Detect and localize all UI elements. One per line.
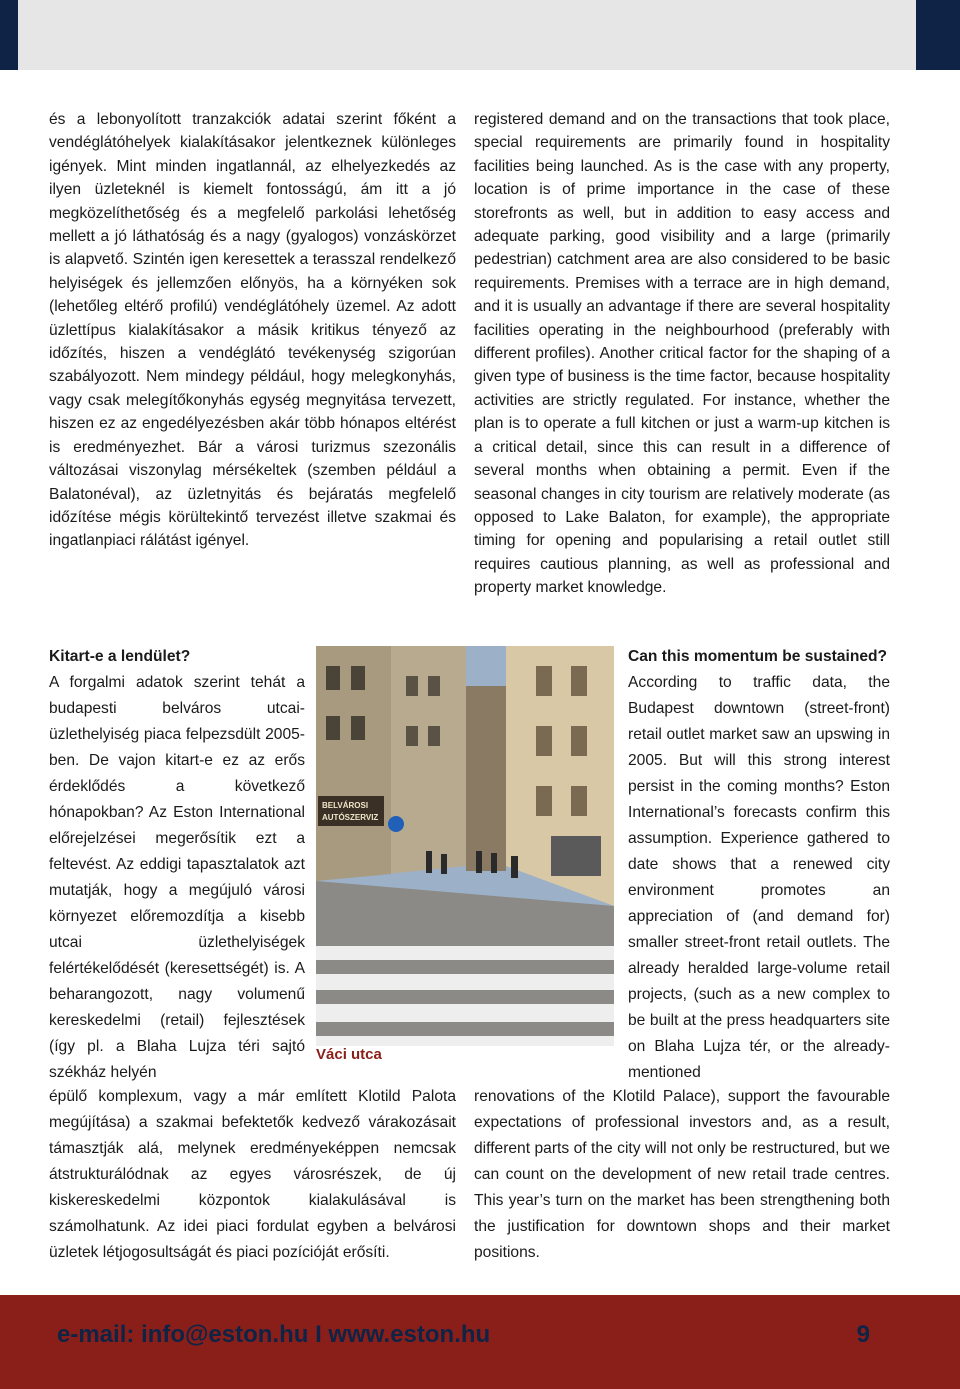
top-bar bbox=[0, 0, 960, 70]
hungarian-column-mid bbox=[49, 644, 305, 1086]
footer-bar bbox=[0, 1295, 960, 1389]
hungarian-column-bottom bbox=[49, 1084, 456, 1266]
distant-building bbox=[466, 686, 506, 871]
hungarian-paragraph-bottom: épülő komplexum, vagy a már említett Klotild Palota megújítása) a szakmai befektetők kedvező várakozásait támasztják alá, melynek eredményeképpen nemcsak átstrukturálódnak az egyes városrészek, de új kiskereskedelmi központok kialakulásával is számolhatunk. Az idei piaci fordulat egyben a belvárosi üzletek létjogosultságát és piaci pozícióját erősíti. bbox=[49, 1088, 456, 1261]
street-photo bbox=[316, 646, 614, 1046]
english-column-mid bbox=[628, 644, 890, 1086]
top-right-block bbox=[916, 0, 960, 70]
hungarian-paragraph-mid: A forgalmi adatok szerint tehát a budapesti belváros utcai-üzlethelyiség piaca felpezsdült 2005-ben. De vajon kitart-e ez az erős érdeklődés a következő hónapokban? Az Eston International előrejelzései megerősítik ezt a feltevést. Az eddigi tapasztalatok azt mutatják, hogy a megújuló városi környezet előremozdítja a kisebb utcai üzlethelyiségek felértékelődését (keresettségét) is. A beharangozott, nagy volumenű kereskedelmi (retail) fejlesztések (így pl. a Blaha Lujza téri sajtó székház helyén bbox=[49, 674, 305, 1081]
english-paragraph-mid: According to traffic data, the Budapest downtown (street-front) retail outlet market saw an upswing in 2005. But will this strong interest persist in the coming months? Eston International’s forecasts confirm this assumption. Experience gathered to date shows that a renewed city environment promotes an appreciation of (and demand for) smaller street-front retail outlets. The already heralded large-volume retail projects, (such as a new complex to be built at the press headquarters site on Blaha Lujza tér, or the already-mentioned bbox=[628, 674, 890, 1081]
top-left-block bbox=[0, 0, 18, 70]
kiosk bbox=[551, 836, 601, 876]
english-section-heading: Can this momentum be sustained? bbox=[628, 648, 888, 665]
english-paragraph-top: registered demand and on the transactions that took place, special requirements are primarily found in hospitality facilities being launched. As is the case with any property, location is of prime importance in the case of these storefronts as well, but in addition to easy access and adequate parking, good visibility and a large (primarily pedestrian) catchment area are also considered to be basic requirements. Premises with a terrace are in high demand, and it is usually an advantage if there are several hospitality facilities operating in the neighbourhood (preferably with different profiles). Another critical factor for the shaping of a given type of business is the time factor, because hospitality activities are strictly regulated. For instance, whether the plan is to operate a full kitchen or just a warm-up kitchen is a critical detail, since this can result in a difference of several months when obtaining a permit. Even if the seasonal changes in city tourism are relatively moderate (as opposed to Lake Balaton, for example), the appropriate timing for opening and popularising a retail outlet still requires cautious planning, as well as professional and property market knowledge. bbox=[474, 111, 890, 597]
shop-sign-line-2: AUTÓSZERVIZ bbox=[322, 813, 379, 822]
hungarian-paragraph-top: és a lebonyolított tranzakciók adatai szerint főként a vendéglátóhelyek kialakításakor jelentkeznek különleges igények. Mint minden ingatlannál, az elhelyezkedés az ilyen üzleteknél is kiemelt fontosságú, ám itt a jó megközelíthetőség és a megfelelő parkolási lehetőség mellett a jó láthatóság és a nagy (gyalogos) vonzáskörzet is alapvető. Szintén igen keresettek a terasszal rendelkező helyiségek és jellemzően előnyös, ha a környéken sok (lehetőleg eltérő profilú) vendéglátóhely üzemel. Az adott üzlettípus kialakításakor a másik kritikus tényező az időzítés, hiszen a vendéglátó tevékenység szigorúan szabályozott. Nem mindegy például, hogy melegkonyhás, vagy csak melegítőkonyhás egység megnyitása tervezett, hiszen ez az engedélyezésben akár több hónapos eltérést is eredményezhet. Bár a városi turizmus szezonális változásai viszonylag mérsékeltek (szemben például a Balatonéval), az üzletnyitás és bejáratás megfelelő időzítése mégis körültekintő tervezést illetve szakmai és ingatlanpiaci rálátást igényel. bbox=[49, 111, 456, 550]
traffic-sign bbox=[388, 816, 404, 832]
hungarian-section-heading: Kitart-e a lendület? bbox=[49, 648, 191, 665]
page-number: 9 bbox=[856, 1321, 870, 1348]
street-photo-illustration bbox=[316, 646, 614, 1046]
hungarian-column-top bbox=[49, 108, 456, 553]
english-column-top bbox=[474, 108, 890, 600]
footer-contact: e-mail: info@eston.hu I www.eston.hu bbox=[57, 1321, 491, 1348]
english-paragraph-bottom: renovations of the Klotild Palace), support the favourable expectations of professional investors and, as a result, different parts of the city will not only be restructured, but we can count on the development of new retail trade centres. This year’s turn on the market has been strengthening both the justification for downtown shops and their market positions. bbox=[474, 1088, 890, 1261]
photo-caption: Váci utca bbox=[316, 1046, 382, 1063]
english-column-bottom bbox=[474, 1084, 890, 1266]
shop-sign-line-1: BELVÁROSI bbox=[322, 801, 369, 810]
